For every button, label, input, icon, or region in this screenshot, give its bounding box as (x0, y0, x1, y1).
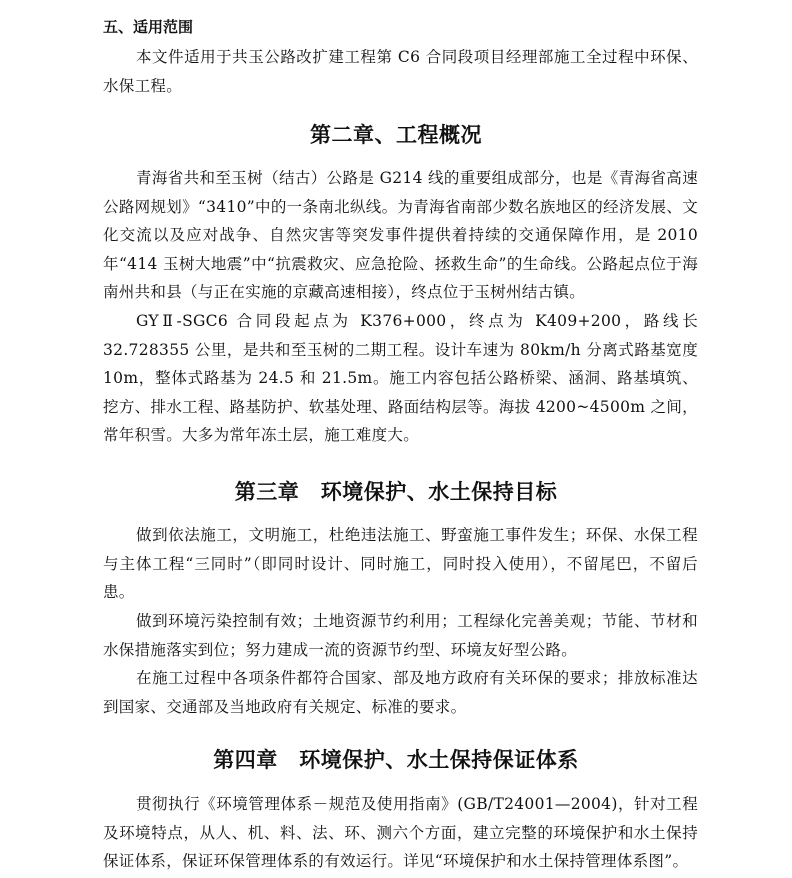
paragraph-overview-2: GYⅡ-SGC6 合同段起点为 K376+000，终点为 K409+200，路线长 32.728355 公里，是共和至玉树的二期工程。设计车速为 80km/h 分离式路基宽度 10m，整体式路基为 24.5 和 21.5m。施工内容包括公路桥梁、涵洞、路基填筑、挖方、排水工程、路基防护、软基处理、路面结构层等。海拔 4200~4500m 之间，常年积雪。大多为常年冻土层，施工难度大。 (103, 312, 698, 444)
section-title-scope: 五、适用范围 (103, 18, 194, 36)
chapter-3-title: 第三章 环境保护、水土保持目标 (234, 480, 558, 504)
paragraph-goals-1: 做到依法施工，文明施工，杜绝违法施工、野蛮施工事件发生；环保、水保工程与主体工程“三同时”（即同时设计、同时施工，同时投入使用），不留尾巴，不留后患。 (103, 526, 698, 601)
chapter-2-title: 第二章、工程概况 (310, 123, 482, 147)
paragraph-scope: 本文件适用于共玉公路改扩建工程第 C6 合同段项目经理部施工全过程中环保、水保工程。 (103, 48, 698, 95)
paragraph-goals-2: 做到环境污染控制有效；土地资源节约利用；工程绿化完善美观；节能、节材和水保措施落实到位；努力建成一流的资源节约型、环境友好型公路。 (103, 612, 698, 659)
paragraph-overview-1: 青海省共和至玉树（结古）公路是 G214 线的重要组成部分，也是《青海省高速公路网规划》“3410”中的一条南北纵线。为青海省南部少数名族地区的经济发展、文化交流以及应对战争、自然灾害等突发事件提供着持续的交通保障作用，是 2010 年“414 玉树大地震”中“抗震救灾、应急抢险、拯救生命”的生命线。公路起点位于海南州共和县（与正在实施的京藏高速相接），终点位于玉树州结古镇。 (103, 169, 698, 301)
paragraph-system-1: 贯彻执行《环境管理体系－规范及使用指南》(GB/T24001—2004)，针对工程及环境特点，从人、机、料、法、环、测六个方面，建立完整的环境保护和水土保持保证体系，保证环保管理体系的有效运行。详见“环境保护和水土保持管理体系图”。 (103, 795, 698, 870)
paragraph-goals-3: 在施工过程中各项条件都符合国家、部及地方政府有关环保的要求；排放标准达到国家、交通部及当地政府有关规定、标准的要求。 (103, 669, 698, 716)
chapter-4-title: 第四章 环境保护、水土保持保证体系 (213, 748, 579, 772)
